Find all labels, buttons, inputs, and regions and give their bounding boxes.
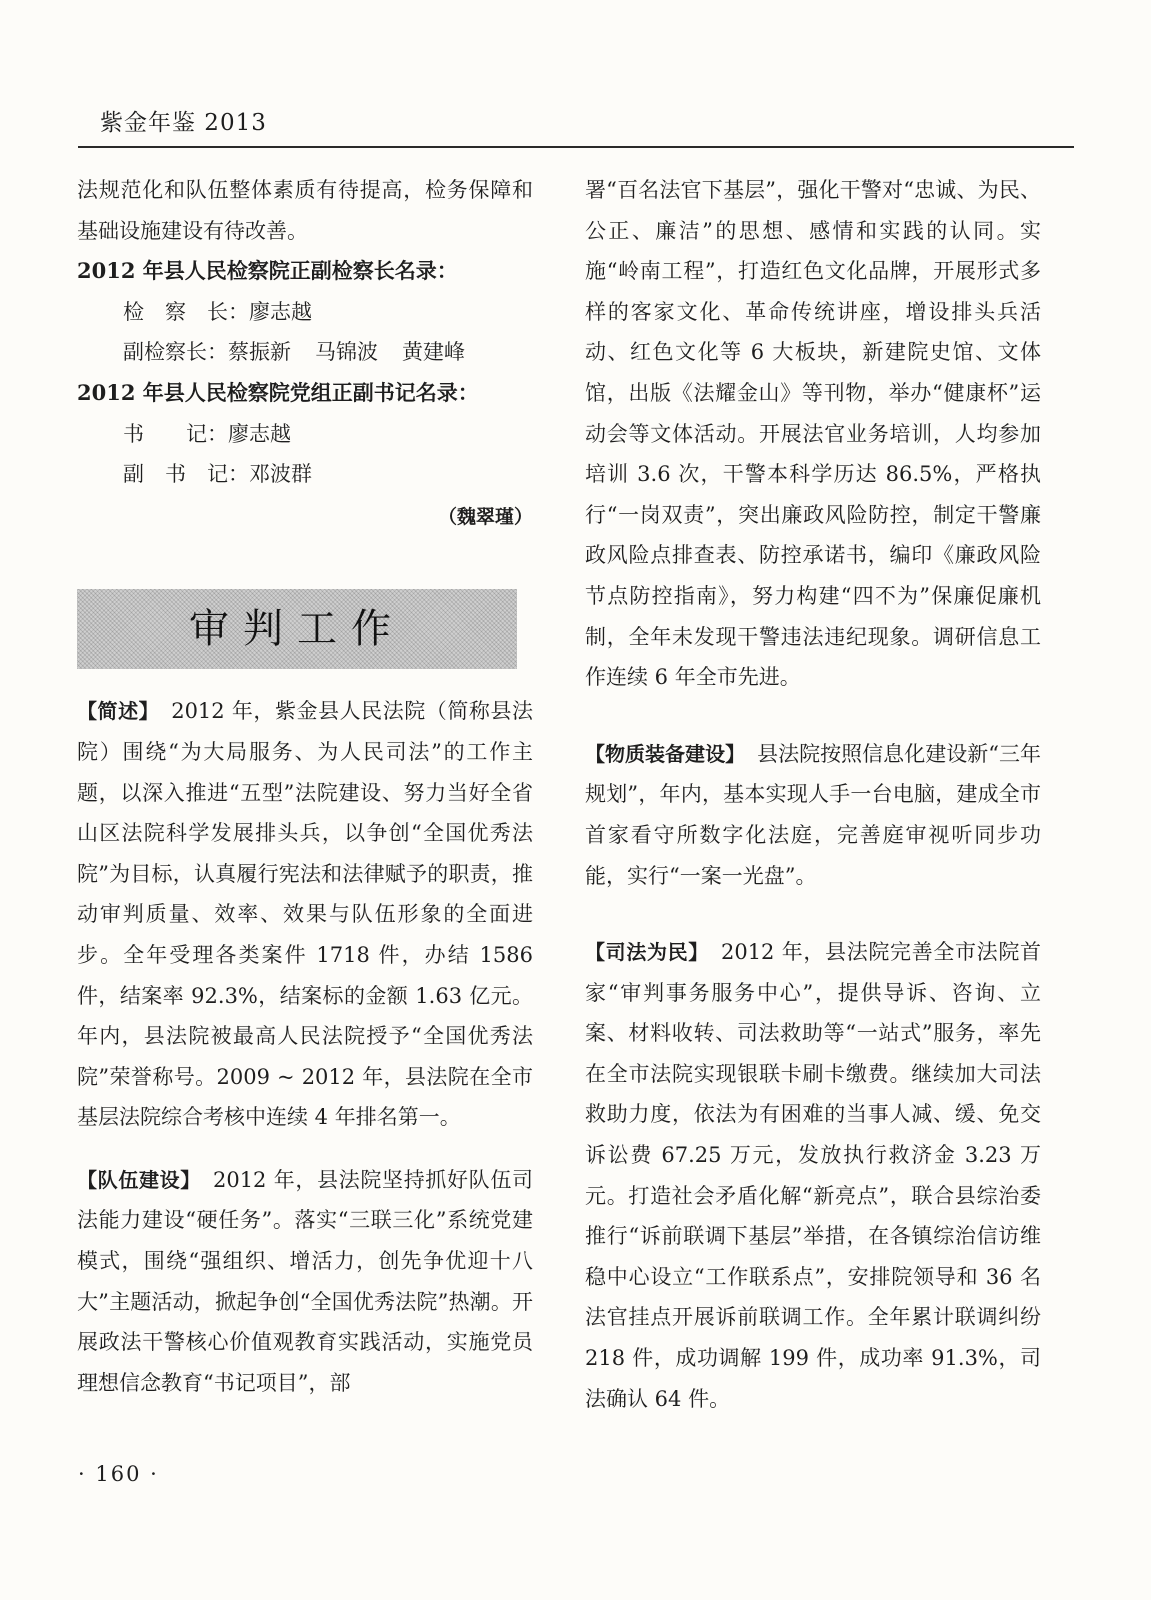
justice-for-people-paragraph bbox=[585, 932, 1041, 1419]
chief-procurator-row bbox=[77, 292, 533, 333]
running-head: 紫金年鉴 2013 bbox=[100, 110, 267, 136]
secretary-row bbox=[77, 414, 533, 455]
left-column bbox=[77, 170, 533, 1403]
team-building-paragraph bbox=[77, 1160, 533, 1404]
team-building-keyword: 【队伍建设】 bbox=[77, 1167, 201, 1192]
equipment-text: 县法院按照信息化建设新“三年规划”，年内，基本实现人手一台电脑，建成全市首家看守所数字化法庭，完善庭审视听同步功能，实行“一案一光盘”。 bbox=[585, 741, 1041, 888]
overview-text: 2012 年，紫金县人民法院（简称县法院）围绕“为大局服务、为人民司法”的工作主题，以深入推进“五型”法院建设、努力当好全省山区法院科学发展排头兵，以争创“全国优秀法院”为目标，认真履行宪法和法律赋予的职责，推动审判质量、效率、效果与队伍形象的全面进步。全年受理各类案件 1718 件，办结 1586 件，结案率 92.3%，结案标的金额 1.63 亿元。年内，县法院被最高人民法院授予“全国优秀法院”荣誉称号。2009 ~ 2012 年，县法院在全市基层法院综合考核中连续 4 年排名第一。 bbox=[77, 699, 534, 1130]
deputy-procurator-row bbox=[77, 332, 533, 373]
deputy-secretary-label: 副 书 记： bbox=[123, 462, 249, 487]
team-building-continued: 署“百名法官下基层”，强化干警对“忠诚、为民、公正、廉洁”的思想、感情和实践的认同。实施“岭南工程”，打造红色文化品牌，开展形式多样的客家文化、革命传统讲座，增设排头兵活动、红色文化等 6 大板块，新建院史馆、文体馆，出版《法耀金山》等刊物，举办“健康杯”运动会等文体活动。开展法官业务培训，人均参加培训 3.6 次，干警本科学历达 86.5%，严格执行“一岗双责”，突出廉政风险防控，制定干警廉政风险点排查表、防控承诺书，编印《廉政风险节点防控指南》，努力构建“四不为”保廉促廉机制，全年未发现干警违法违纪现象。调研信息工作连续 6 年全市先进。 bbox=[585, 178, 1041, 690]
header-rule bbox=[78, 146, 1074, 148]
deputy-name: 黄建峰 bbox=[402, 340, 465, 365]
deputy-procurator-label: 副检察长： bbox=[123, 340, 228, 365]
deputy-name: 马锦波 bbox=[315, 340, 378, 365]
secretary-name: 廖志越 bbox=[228, 421, 291, 446]
overview-paragraph bbox=[77, 691, 533, 1138]
justice-for-people-text: 2012 年，县法院完善全市法院首家“审判事务服务中心”，提供导诉、咨询、立案、材料收转、司法救助等“一站式”服务，率先在全市法院实现银联卡刷卡缴费。继续加大司法救助力度，依法为有困难的当事人减、缓、免交诉讼费 67.25 万元，发放执行救济金 3.23 万元。打造社会矛盾化解“新亮点”，联合县综治委推行“诉前联调下基层”举措，在各镇综治信访维稳中心设立“工作联系点”，安排院领导和 36 名法官挂点开展诉前联调工作。全年累计联调纠纷 218 件，成功调解 199 件，成功率 91.3%，司法确认 64 件。 bbox=[585, 940, 1042, 1411]
chief-procurator-label: 检 察 长： bbox=[123, 299, 249, 324]
page-number: · 160 · bbox=[78, 1462, 159, 1486]
deputy-secretary-name: 邓波群 bbox=[249, 462, 312, 487]
justice-for-people-keyword: 【司法为民】 bbox=[585, 940, 709, 965]
overview-keyword: 【简述】 bbox=[77, 699, 160, 724]
party-group-roster-title: 2012 年县人民检察院党组正副书记名录： bbox=[77, 379, 479, 405]
deputy-name: 蔡振新 bbox=[228, 340, 291, 365]
secretary-label: 书 记： bbox=[123, 421, 228, 446]
right-column bbox=[585, 170, 1041, 1419]
team-building-text: 2012 年，县法院坚持抓好队伍司法能力建设“硬任务”。落实“三联三化”系统党建模式，围绕“强组织、增活力，创先争优迎十八大”主题活动，掀起争创“全国优秀法院”热潮。开展政法干警核心价值观教育实践活动，实施党员理想信念教育“书记项目”，部 bbox=[77, 1167, 534, 1395]
deputy-secretary-row bbox=[77, 454, 533, 495]
author-credit: （魏翠瑾） bbox=[437, 505, 533, 528]
intro-paragraph: 法规范化和队伍整体素质有待提高，检务保障和基础设施建设有待改善。 bbox=[77, 178, 533, 243]
equipment-paragraph bbox=[585, 734, 1041, 896]
section-banner: 审判工作 bbox=[77, 589, 517, 669]
chief-procurator-name: 廖志越 bbox=[249, 299, 312, 324]
procurator-roster-title: 2012 年县人民检察院正副检察长名录： bbox=[77, 258, 458, 284]
equipment-keyword: 【物质装备建设】 bbox=[585, 741, 746, 766]
